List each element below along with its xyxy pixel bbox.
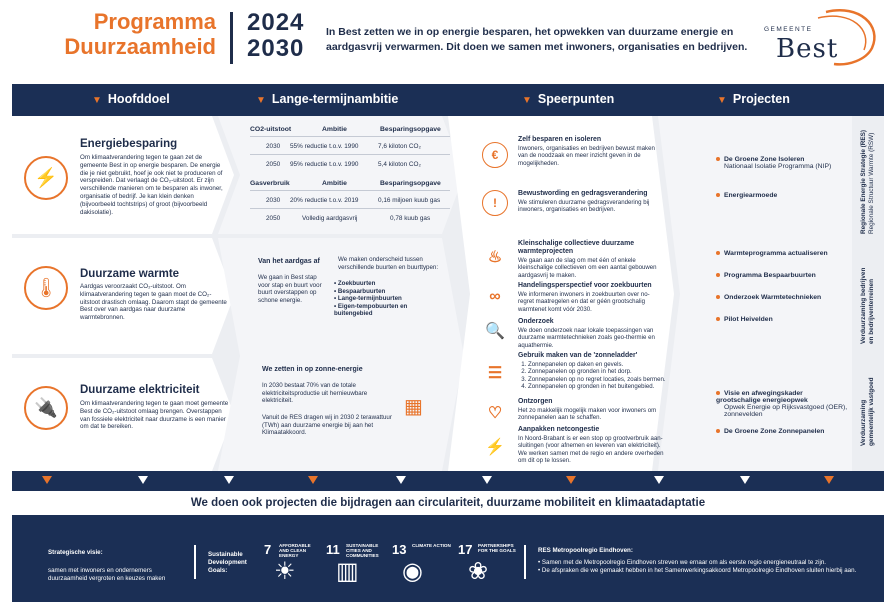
ladder-icon: ☰ [487, 365, 503, 382]
project-item [716, 192, 846, 199]
logo-main-text: Best [776, 34, 839, 64]
plug-icon: 🔌 [24, 386, 68, 430]
circularity-banner: We doen ook projecten die bijdragen aan circulariteit, duurzame mobiliteit en klimaatadaptatie [12, 491, 884, 515]
table-cell: 2050 [266, 161, 281, 168]
goal-title: Duurzame elektriciteit [80, 384, 200, 396]
spearpoint-title: Aanpakken netcongestie [518, 426, 600, 433]
pylon-icon: ⚡ [485, 439, 505, 456]
spearpoint-text: Inwoners, organisaties en bedrijven bewust maken van de noodzaak en meer inzicht geven in de mogelijkheden. [518, 145, 655, 167]
bullet-dot-icon [716, 429, 720, 433]
spearpoint-title: Ontzorgen [518, 398, 553, 405]
side-label-sub: Regionale Structuur Warmte (RSW) [867, 132, 875, 234]
triangle-down-icon [654, 476, 664, 484]
table-header: Besparingsopgave [380, 180, 441, 187]
logo-top-text: GEMEENTE [764, 26, 813, 33]
gemeente-best-logo [748, 4, 888, 68]
column-label: Lange-termijnambitie [271, 92, 399, 106]
table-header: CO2-uitstoot [250, 126, 292, 133]
solar-ambition-text-2: Vanuit de RES dragen wij in 2030 2 terawattuur (TWh) aan duurzame energie bij aan het Klimaatakkoord. [262, 414, 392, 437]
triangle-down-icon [482, 476, 492, 484]
project-title: Energiearmoede [724, 192, 778, 199]
table-cell: 2030 [266, 197, 281, 204]
table-cell: 20% reductie t.o.v. 2019 [290, 197, 359, 204]
solar-ambition-text-1: In 2030 bestaat 70% van de totale elektriciteitsproductie uit hernieuwbare elektriciteit. [262, 382, 368, 405]
thermometer-icon: 🌡 [24, 266, 68, 310]
table-header: Ambitie [322, 180, 347, 187]
footer [12, 515, 884, 602]
spearpoint-text: We informeren inwoners in zoekbuurten over no-regret maatregelen en dat er géén grootschalig warmtenet komt vóór 2030. [518, 291, 650, 313]
page-title [36, 9, 216, 59]
sdg-label: PARTNERSHIPS FOR THE GOALS [478, 543, 516, 554]
solar-ambition-title: We zetten in op zonne-energie [262, 366, 363, 373]
table-cell: 0,16 miljoen kuub gas [378, 197, 441, 204]
heat-waves-icon: ♨ [487, 249, 503, 266]
vision-title: Strategische visie: [48, 549, 103, 556]
side-label-sub: en bedrijventerreinen [867, 279, 875, 344]
res-list [538, 559, 878, 575]
period-years [247, 10, 304, 62]
ambition-table [250, 126, 456, 226]
project-sub: Nationaal Isolatie Programma (NIP) [724, 163, 832, 170]
triangle-down-icon [308, 476, 318, 484]
goal-title: Duurzame warmte [80, 268, 180, 280]
side-label-main: Verduurzaming [860, 399, 867, 446]
side-label-main: Verduurzaming bedrijven [860, 267, 867, 344]
side-label-bedrijven [860, 268, 875, 344]
table-cell: 5,4 kiloton CO₂ [378, 161, 421, 168]
sdg-11 [326, 542, 384, 596]
triangle-down-icon: ▼ [256, 95, 266, 106]
spearpoint-title: Gebruik maken van de 'zonneladder' [518, 352, 638, 359]
list-item: • De afspraken die we gemaakt hebben in het Samenwerkingsakkoord Metropoolregio Eindhoven sluiten hierbij aan. [538, 567, 878, 575]
project-item [716, 294, 846, 301]
sdg-label: AFFORDABLE AND CLEAN ENERGY [279, 543, 311, 559]
spearpoint-text: We gaan aan de slag om met één of enkele kleinschalige collectieven om een aantal gebouwen aardgasvrij te maken. [518, 257, 657, 279]
sdg-number: 11 [326, 542, 340, 557]
heat-ambition-text: We gaan in Best stap voor stap en buurt voor buurt overstappen op schone energie. [258, 274, 322, 304]
project-item [716, 390, 848, 418]
table-cell: 7,6 kiloton CO₂ [378, 143, 421, 150]
heat-types-list [334, 280, 446, 318]
spearpoint-title: Bewustwording en gedragsverandering [518, 190, 648, 197]
list-item: 2. Zonnepanelen op gronden in het dorp. [528, 368, 678, 375]
spearpoint-text: Het zo makkelijk mogelijk maken voor inwoners om zonnepanelen aan te schaffen. [518, 407, 657, 422]
table-cell: 0,78 kuub gas [390, 215, 431, 222]
project-title: De Groene Zone Zonnepanelen [724, 428, 825, 435]
triangle-down-icon: ▼ [522, 95, 532, 106]
table-header: Ambitie [322, 126, 347, 133]
res-title: RES Metropoolregio Eindhoven: [538, 547, 633, 554]
project-title: De Groene Zone Isoleren [724, 156, 805, 163]
list-item: 3. Zonnepanelen op no regret locaties, zoals bermen. [528, 376, 678, 383]
list-item: 1. Zonnepanelen op daken en gevels. [528, 361, 678, 368]
year-start: 2024 [247, 9, 305, 36]
heat-ambition-title: Van het aardgas af [258, 258, 320, 265]
sdg-label: CLIMATE ACTION [412, 543, 451, 548]
list-item: • Zoekbuurten [334, 280, 446, 288]
sdg-number: 17 [458, 542, 473, 557]
column-header-projecten [717, 92, 790, 106]
table-cell: Volledig aardgasvrij [302, 215, 358, 222]
bullet-dot-icon [716, 295, 720, 299]
project-title: Warmteprogramma actualiseren [724, 250, 828, 257]
sun-icon: ☀ [274, 558, 296, 585]
city-icon: ▥ [336, 558, 359, 585]
main-panel [12, 116, 884, 471]
project-item [716, 250, 846, 257]
hand-heart-icon: ♡ [487, 405, 503, 422]
list-item: • Bespaarbuurten [334, 288, 446, 296]
column-header-ambitie [256, 92, 398, 106]
bullet-dot-icon [716, 391, 720, 395]
spearpoint-title: Zelf besparen en isoleren [518, 136, 602, 143]
table-divider [250, 208, 450, 209]
spearpoint-text: In Noord-Brabant is er een stop op grootverbruik aan-sluitingen (voor afnemen en leveren van elektriciteit). We werken samen met de regio en andere overheden om dit op te lossen. [518, 435, 664, 465]
project-title: Programma Bespaarbuurten [724, 272, 816, 279]
solar-panel-icon: ▦ [404, 396, 423, 418]
triangle-down-icon [824, 476, 834, 484]
sdg-title: Sustainable Development Goals: [208, 551, 247, 574]
page-header [0, 0, 895, 78]
triangle-down-icon [566, 476, 576, 484]
sdg-number: 7 [264, 542, 272, 557]
triangle-down-icon [396, 476, 406, 484]
footer-divider [524, 545, 526, 579]
goal-text: Om klimaatverandering tegen te gaan moet gemeente Best de CO₂-uitstoot omlaag brengen. Overstappen van fossiele elektriciteit naar duurzame is een manier om dat te bereiken. [80, 400, 229, 431]
heat-types-intro: We maken onderscheid tussen verschillende buurten en buurttypen: [338, 256, 439, 271]
list-item: • Eigen-tempobuurten en buitengebied [334, 303, 446, 318]
table-divider [250, 154, 450, 155]
column-label: Projecten [732, 92, 790, 106]
spearpoint-text: We stimuleren duurzame gedragsverandering bij inwoners, organisaties en bedrijven. [518, 199, 650, 214]
column-header-speerpunten [522, 92, 614, 106]
triangle-down-icon: ▼ [92, 95, 102, 106]
list-item: • Lange-termijnbuurten [334, 295, 446, 303]
goal-text: Aardgas veroorzaakt CO₂-uitstoot. Om klimaatverandering tegen te gaan moet de CO₂-uitstoot drastisch omlaag. Daarom stapt de gemeente Best over van aardgas naar duurzame warmtebronnen. [80, 283, 227, 322]
side-label-res [860, 130, 875, 234]
project-item [716, 316, 846, 323]
column-header-hoofddoel [92, 92, 170, 106]
triangle-down-icon [740, 476, 750, 484]
table-header: Besparingsopgave [380, 126, 441, 133]
intro-text: In Best zetten we in op energie besparen, het opwekken van duurzame energie en aardgasvrij verwarmen. Dit doen we samen met inwoners, organisaties en bedrijven. [326, 26, 748, 53]
triangle-down-icon [42, 476, 52, 484]
table-divider [250, 136, 450, 137]
sdg-number: 13 [392, 542, 407, 557]
project-title: Pilot Heivelden [724, 316, 773, 323]
project-item [716, 156, 846, 170]
list-item: 4. Zonnepanelen op gronden in het buitengebied. [528, 383, 678, 390]
triangle-down-icon: ▼ [717, 95, 727, 106]
flower-rings-icon: ❀ [468, 558, 489, 585]
triangle-down-icon [138, 476, 148, 484]
sdg-13 [392, 542, 450, 596]
spearpoint-title: Kleinschalige collectieve duurzame warmteprojecten [518, 240, 635, 255]
lightning-bag-icon: ⚡ [24, 156, 68, 200]
eye-globe-icon: ◉ [402, 558, 423, 585]
project-item [716, 428, 846, 435]
column-label: Speerpunten [537, 92, 615, 106]
title-line-1: Programma [93, 9, 216, 34]
list-item: • Samen met de Metropoolregio Eindhoven streven we ernaar om als eerste regio energieneutraal te zijn. [538, 559, 878, 567]
table-cell: 55% reductie t.o.v. 1990 [290, 143, 359, 150]
goal-text: Om klimaatverandering tegen te gaan zet de gemeente Best in op energie besparen. De energie die je niet gebruikt, hoef je ook niet te produceren of verspreiden. Dat verlaagt de CO₂-uitstoot. Er zijn verschillende manieren om te besparen als inwoner, organisatie of bedrijf. Je kan klein denken (bijvoorbeeld tochtstrips) of groot (bijvoorbeeld dakisolatie). [80, 154, 223, 216]
sdg-label: SUSTAINABLE CITIES AND COMMUNITIES [346, 543, 379, 559]
spearpoint-title: Onderzoek [518, 318, 554, 325]
bullet-dot-icon [716, 193, 720, 197]
table-cell: 2050 [266, 215, 281, 222]
side-label-sub: gemeentelijk vastgoed [867, 377, 875, 446]
sdg-7 [264, 542, 322, 596]
side-label-vastgoed [860, 377, 875, 446]
sdg-17 [458, 542, 516, 596]
goal-title: Energiebesparing [80, 138, 178, 150]
project-title: Onderzoek Warmtetechnieken [724, 294, 822, 301]
column-header-bar [12, 84, 884, 116]
euro-icon: € [482, 142, 508, 168]
footer-divider [194, 545, 196, 579]
title-line-2: Duurzaamheid [64, 34, 216, 59]
bullet-dot-icon [716, 317, 720, 321]
project-sub: Opwek Energie op Rijksvastgoed (OER), zonnevelden [724, 404, 848, 418]
vision-text: samen met inwoners en ondernemers duurzaamheid vergroten en keuzes maken [48, 567, 166, 582]
project-title: Visie en afwegingskader grootschalige energieopwek [716, 390, 808, 404]
bullet-dot-icon [716, 273, 720, 277]
column-label: Hoofddoel [107, 92, 170, 106]
year-end: 2030 [247, 35, 305, 62]
bullet-dot-icon [716, 251, 720, 255]
title-divider [230, 12, 233, 64]
side-label-main: Regionale Energie Strategie (RES) [860, 129, 867, 234]
magnifier-icon: 🔍 [485, 323, 505, 340]
binoculars-icon: ∞ [489, 288, 501, 305]
project-item [716, 272, 846, 279]
table-cell: 95% reductie t.o.v. 1990 [290, 161, 359, 168]
table-header: Gasverbruik [250, 180, 290, 187]
bullet-dot-icon [716, 157, 720, 161]
table-divider [250, 190, 450, 191]
warning-icon: ! [482, 190, 508, 216]
table-cell: 2030 [266, 143, 281, 150]
spearpoint-title: Handelingsperspectief voor zoekbuurten [518, 282, 652, 289]
triangle-down-icon [224, 476, 234, 484]
spearpoint-text: We doen onderzoek naar lokale toepassingen van duurzame warmtetechnieken zoals geo-thermie en aquathermie. [518, 327, 655, 349]
zonneladder-list [528, 361, 678, 391]
triangle-row [12, 471, 884, 491]
